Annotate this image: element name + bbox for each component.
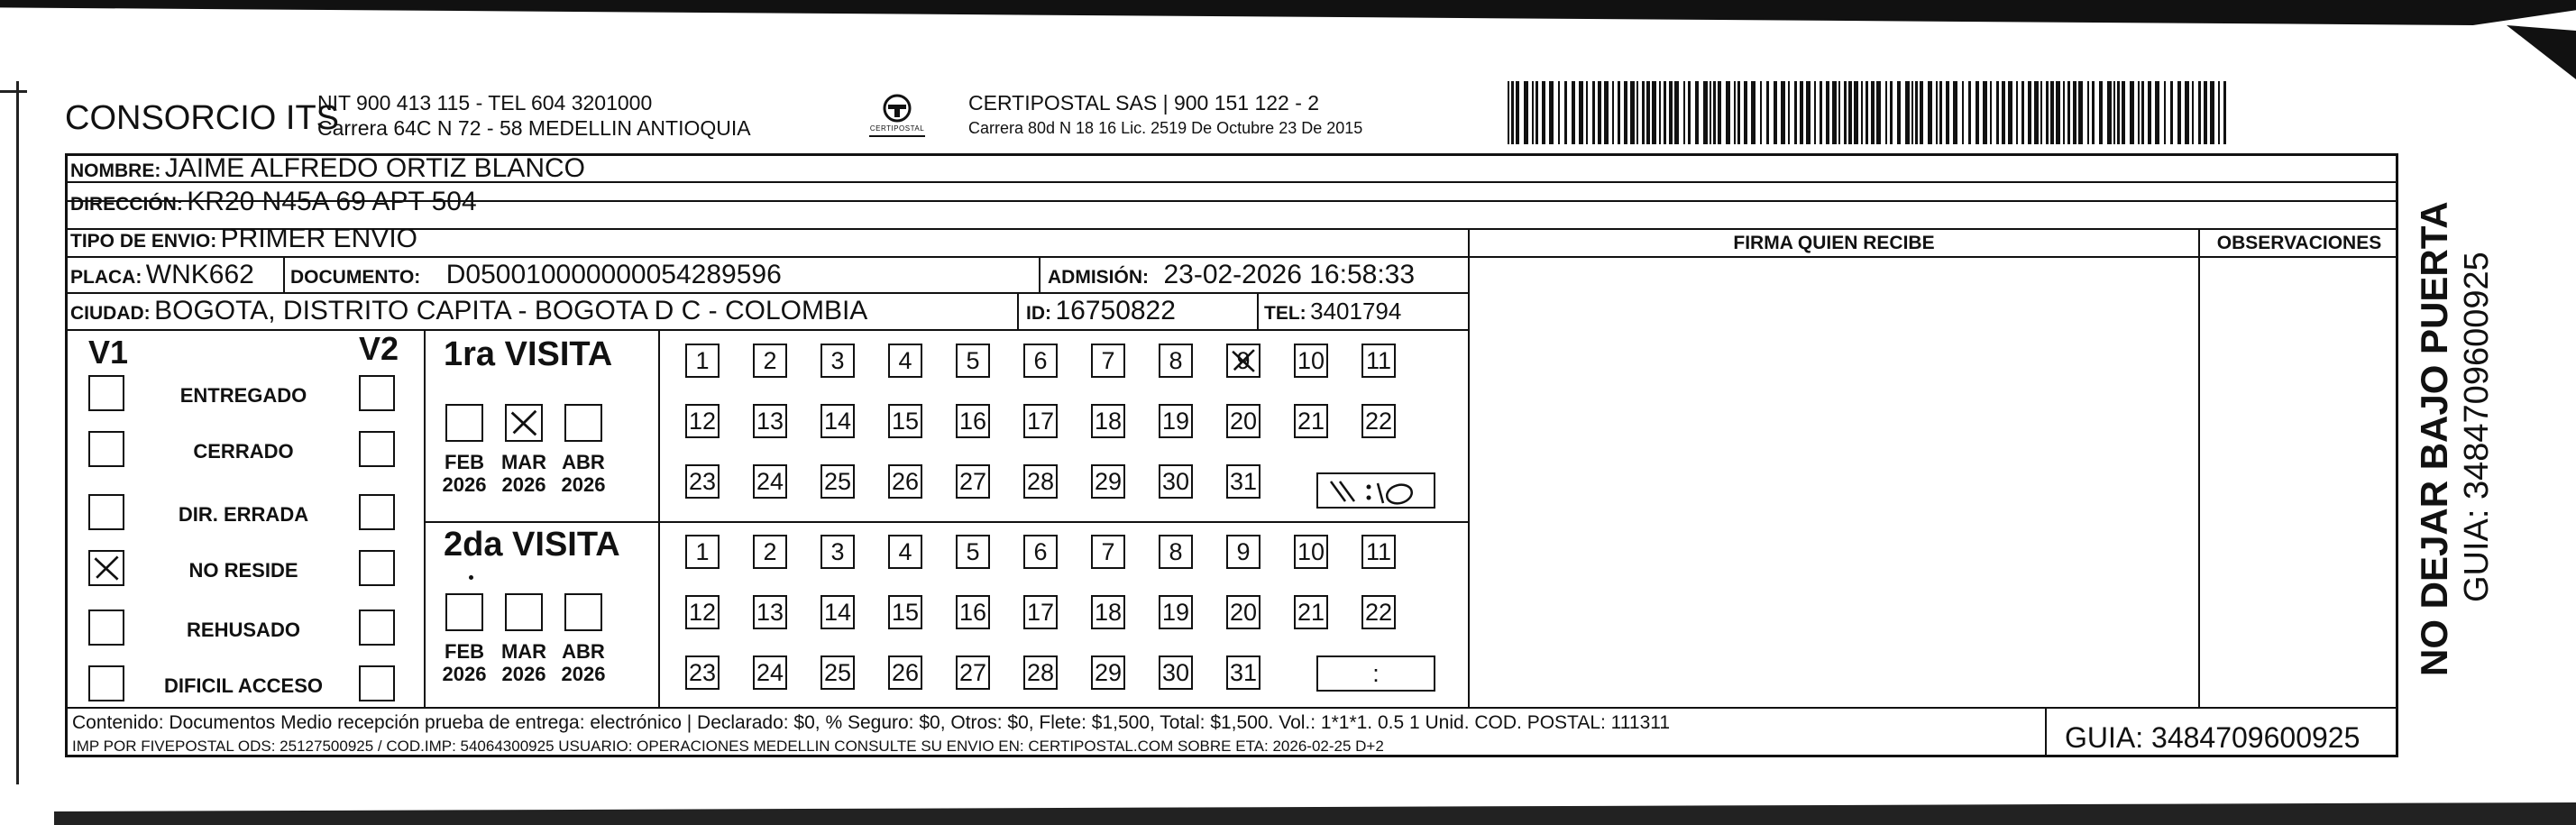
tel-label: TEL: bbox=[1264, 303, 1306, 324]
barcode-bar bbox=[1920, 81, 1923, 144]
day-box[interactable]: 22 bbox=[1361, 595, 1396, 629]
tipo-value: PRIMER ENVIO bbox=[220, 224, 418, 253]
barcode-bar bbox=[1911, 81, 1913, 144]
day-box[interactable]: 4 bbox=[888, 535, 922, 569]
barcode-bar bbox=[2223, 81, 2226, 144]
month-year: 2026 bbox=[442, 663, 487, 685]
barcode-bar bbox=[2056, 81, 2060, 144]
barcode-bar bbox=[1646, 81, 1650, 144]
barcode-bar bbox=[2034, 81, 2039, 144]
nombre-row bbox=[70, 153, 585, 184]
day-box[interactable]: 29 bbox=[1091, 464, 1125, 499]
day-box[interactable]: 17 bbox=[1023, 595, 1058, 629]
day-box[interactable]: 5 bbox=[956, 344, 990, 378]
barcode-bar bbox=[1524, 81, 1528, 144]
day-box[interactable]: 10 bbox=[1294, 344, 1328, 378]
barcode-bar bbox=[1844, 81, 1847, 144]
barcode-bar bbox=[2021, 81, 2024, 144]
barcode-bar bbox=[1511, 81, 1514, 144]
status-label: NO RESIDE bbox=[188, 559, 298, 582]
barcode-bar bbox=[1624, 81, 1627, 144]
day-box[interactable]: 19 bbox=[1159, 595, 1193, 629]
side-guia: GUIA: 3484709600925 bbox=[2458, 252, 2496, 602]
day-box[interactable]: 13 bbox=[753, 595, 787, 629]
col-divider bbox=[283, 256, 285, 292]
barcode-bar bbox=[1832, 81, 1837, 144]
barcode-bar bbox=[1598, 81, 1601, 144]
month-year: 2026 bbox=[501, 473, 546, 496]
barcode-bar bbox=[1710, 81, 1711, 144]
day-box[interactable]: 7 bbox=[1091, 344, 1125, 378]
documento-value: D050010000000054289596 bbox=[445, 260, 782, 289]
col-divider bbox=[658, 329, 660, 707]
tipo-label: TIPO DE ENVIO: bbox=[70, 231, 217, 252]
visit1-time-handwriting bbox=[1318, 474, 1434, 507]
month-checkbox-feb[interactable] bbox=[445, 404, 483, 442]
day-box[interactable]: 21 bbox=[1294, 595, 1328, 629]
certipostal-nit: CERTIPOSTAL SAS | 900 151 122 - 2 bbox=[968, 91, 1320, 115]
day-box[interactable]: 28 bbox=[1023, 655, 1058, 690]
barcode-bar bbox=[1897, 81, 1901, 144]
day-box[interactable]: 1 bbox=[685, 344, 720, 378]
ciudad-value: BOGOTA, DISTRITO CAPITA - BOGOTA D C - COLOMBIA bbox=[154, 296, 868, 325]
day-box[interactable]: 25 bbox=[820, 464, 855, 499]
day-box[interactable]: 9 bbox=[1226, 535, 1260, 569]
certipostal-logo bbox=[866, 90, 929, 146]
day-box[interactable]: 27 bbox=[956, 655, 990, 690]
month-name: ABR bbox=[562, 451, 605, 473]
barcode-bar bbox=[1664, 81, 1666, 144]
month-checkbox-abr[interactable] bbox=[564, 593, 602, 631]
month-year: 2026 bbox=[561, 663, 606, 685]
scan-edge-bottom bbox=[54, 802, 2576, 825]
v1-checkbox[interactable] bbox=[88, 431, 124, 467]
month-label bbox=[497, 640, 551, 685]
barcode-bar bbox=[1542, 81, 1545, 144]
scan-edge-top bbox=[0, 0, 2576, 25]
barcode-bar bbox=[1718, 81, 1721, 144]
month-year: 2026 bbox=[501, 663, 546, 685]
day-box[interactable]: 24 bbox=[753, 655, 787, 690]
admision-row bbox=[1048, 260, 1415, 290]
barcode-bar bbox=[1820, 81, 1822, 144]
status-label: CERRADO bbox=[193, 440, 294, 463]
barcode-bar bbox=[2008, 81, 2012, 144]
day-box[interactable]: 1 bbox=[685, 535, 720, 569]
footer-content: Contenido: Documentos Medio recepción prueba de entrega: electrónico | Declarado: $0, % Seguro: $0, Otros: $0, Flete: $1,500, Total: $1,500. Vol.: 1*1*1. 0.5 1 Unid. COD. POSTAL: 111311 bbox=[72, 712, 1671, 733]
v1-checkbox[interactable] bbox=[88, 610, 124, 646]
barcode-bar bbox=[1642, 81, 1645, 144]
day-box[interactable]: 30 bbox=[1159, 655, 1193, 690]
company-info bbox=[317, 90, 751, 141]
day-box[interactable]: 18 bbox=[1091, 595, 1125, 629]
day-box[interactable]: 14 bbox=[820, 595, 855, 629]
month-checkbox-feb[interactable] bbox=[445, 593, 483, 631]
barcode-bar bbox=[1826, 81, 1829, 144]
admision-value: 23-02-2026 16:58:33 bbox=[1163, 260, 1416, 289]
barcode-bar bbox=[1871, 81, 1875, 144]
day-box[interactable]: 20 bbox=[1226, 404, 1260, 438]
barcode-bar bbox=[1766, 81, 1769, 144]
barcode-bar bbox=[1618, 81, 1620, 144]
v1-header: V1 bbox=[88, 334, 129, 371]
id-row bbox=[1026, 296, 1176, 326]
day-box[interactable]: 3 bbox=[820, 344, 855, 378]
v1-checkbox[interactable] bbox=[88, 494, 124, 530]
month-label bbox=[556, 640, 610, 685]
barcode-bar bbox=[1508, 81, 1509, 144]
v2-checkbox[interactable] bbox=[359, 550, 395, 586]
footer-guia: GUIA: 3484709600925 bbox=[2065, 721, 2361, 754]
day-box[interactable]: 4 bbox=[888, 344, 922, 378]
day-box[interactable]: 10 bbox=[1294, 535, 1328, 569]
barcode-bar bbox=[1990, 81, 1992, 144]
no-dejar-bajo-puerta: NO DEJAR BAJO PUERTA bbox=[2413, 201, 2455, 676]
col-divider bbox=[2045, 707, 2047, 757]
barcode-bar bbox=[1861, 81, 1863, 144]
barcode-bar bbox=[1703, 81, 1708, 144]
barcode-bar bbox=[2046, 81, 2049, 144]
v2-checkbox[interactable] bbox=[359, 431, 395, 467]
barcode-bar bbox=[2218, 81, 2220, 144]
day-box[interactable]: 20 bbox=[1226, 595, 1260, 629]
barcode-bar bbox=[2170, 81, 2173, 144]
month-year: 2026 bbox=[561, 473, 606, 496]
placa-label: PLACA: bbox=[70, 267, 142, 288]
certipostal-info bbox=[968, 90, 1362, 141]
day-box[interactable]: 26 bbox=[888, 655, 922, 690]
ciudad-label: CIUDAD: bbox=[70, 303, 151, 324]
placa-row bbox=[70, 260, 254, 290]
ciudad-row bbox=[70, 296, 867, 326]
day-box[interactable]: 11 bbox=[1361, 344, 1396, 378]
month-checkbox-abr[interactable] bbox=[564, 404, 602, 442]
day-box[interactable]: 12 bbox=[685, 404, 720, 438]
day-box[interactable]: 8 bbox=[1159, 535, 1193, 569]
month-name: MAR bbox=[500, 640, 547, 663]
day-box[interactable]: 17 bbox=[1023, 404, 1058, 438]
barcode-bar bbox=[1996, 81, 1999, 144]
day-box[interactable]: 12 bbox=[685, 595, 720, 629]
direccion-row bbox=[70, 187, 477, 217]
barcode-bar bbox=[1630, 81, 1635, 144]
barcode-bar bbox=[1734, 81, 1736, 144]
barcode-bar bbox=[1737, 81, 1740, 144]
barcode-bar bbox=[1652, 81, 1656, 144]
day-box[interactable]: 22 bbox=[1361, 404, 1396, 438]
barcode-bar bbox=[1838, 81, 1840, 144]
barcode-bar bbox=[1814, 81, 1816, 144]
documento-row bbox=[290, 260, 782, 290]
barcode-bar bbox=[1659, 81, 1661, 144]
status-label: DIFICIL ACCESO bbox=[163, 674, 323, 697]
barcode-bar bbox=[1604, 81, 1609, 144]
barcode-bar bbox=[1781, 81, 1785, 144]
visit1-time-value bbox=[1318, 474, 1320, 475]
barcode-bar bbox=[1915, 81, 1918, 144]
signature-area[interactable] bbox=[1470, 258, 2198, 707]
col-divider bbox=[424, 329, 426, 707]
barcode-bar bbox=[1794, 81, 1797, 144]
barcode-bar bbox=[1876, 81, 1881, 144]
id-value: 16750822 bbox=[1055, 296, 1176, 325]
barcode-bar bbox=[2099, 81, 2103, 144]
footer-divider bbox=[65, 707, 2398, 709]
barcode-bar bbox=[1586, 81, 1588, 144]
month-year: 2026 bbox=[442, 473, 487, 496]
day-box[interactable]: 21 bbox=[1294, 404, 1328, 438]
barcode-bar bbox=[2063, 81, 2065, 144]
barcode-bar bbox=[1936, 81, 1938, 144]
barcode-bar bbox=[1983, 81, 1987, 144]
barcode-bar bbox=[2067, 81, 2070, 144]
barcode-bar bbox=[2002, 81, 2005, 144]
barcode-bar bbox=[2040, 81, 2042, 144]
barcode-bar bbox=[1579, 81, 1583, 144]
v2-checkbox[interactable] bbox=[359, 665, 395, 701]
observations-area[interactable] bbox=[2200, 258, 2398, 707]
ink-dot bbox=[469, 575, 473, 580]
month-checkbox-mar[interactable] bbox=[505, 404, 543, 442]
month-label bbox=[497, 451, 551, 496]
col-divider bbox=[1017, 292, 1019, 329]
v2-checkbox[interactable] bbox=[359, 494, 395, 530]
day-box[interactable]: 8 bbox=[1159, 344, 1193, 378]
barcode-bar bbox=[1549, 81, 1554, 144]
barcode-bar bbox=[1962, 81, 1964, 144]
direccion-label: DIRECCIÓN: bbox=[70, 194, 183, 215]
day-box[interactable]: 27 bbox=[956, 464, 990, 499]
day-box[interactable]: 24 bbox=[753, 464, 787, 499]
barcode-bar bbox=[1866, 81, 1868, 144]
day-box[interactable]: 25 bbox=[820, 655, 855, 690]
day-box[interactable]: 26 bbox=[888, 464, 922, 499]
barcode-bar bbox=[2138, 81, 2140, 144]
month-label bbox=[556, 451, 610, 496]
barcode-bar bbox=[1890, 81, 1893, 144]
month-label bbox=[437, 640, 491, 685]
day-box[interactable]: 15 bbox=[888, 595, 922, 629]
company-nit: NIT 900 413 115 - TEL 604 3201000 bbox=[317, 91, 653, 115]
v2-checkbox[interactable] bbox=[359, 375, 395, 411]
row-divider bbox=[65, 329, 1468, 331]
barcode-bar bbox=[2155, 81, 2159, 144]
day-box[interactable]: 6 bbox=[1023, 344, 1058, 378]
barcode-bar bbox=[2050, 81, 2054, 144]
day-box[interactable]: 15 bbox=[888, 404, 922, 438]
day-box[interactable]: 31 bbox=[1226, 655, 1260, 690]
visit-divider bbox=[424, 521, 1468, 523]
col-divider bbox=[1257, 292, 1259, 329]
barcode-bar bbox=[1558, 81, 1560, 144]
tel-row bbox=[1264, 298, 1401, 325]
barcode-bar bbox=[1674, 81, 1679, 144]
barcode-bar bbox=[2164, 81, 2166, 144]
day-box[interactable]: 6 bbox=[1023, 535, 1058, 569]
observaciones-header: OBSERVACIONES bbox=[2216, 233, 2382, 253]
barcode-bar bbox=[1669, 81, 1673, 144]
day-box[interactable]: 3 bbox=[820, 535, 855, 569]
barcode-bar bbox=[2122, 81, 2125, 144]
barcode-bar bbox=[1532, 81, 1534, 144]
nombre-label: NOMBRE: bbox=[70, 160, 161, 181]
barcode-bar bbox=[1572, 81, 1575, 144]
barcode-bar bbox=[1688, 81, 1691, 144]
day-box[interactable]: 23 bbox=[685, 655, 720, 690]
barcode-bar bbox=[1774, 81, 1777, 144]
day-box[interactable]: 28 bbox=[1023, 464, 1058, 499]
day-box[interactable]: 2 bbox=[753, 535, 787, 569]
barcode-bar bbox=[1905, 81, 1910, 144]
day-box[interactable]: 13 bbox=[753, 404, 787, 438]
barcode-bar bbox=[2177, 81, 2181, 144]
v2-header: V2 bbox=[359, 330, 399, 367]
barcode-bar bbox=[2073, 81, 2076, 144]
barcode-bar bbox=[1800, 81, 1803, 144]
barcode-bar bbox=[2204, 81, 2207, 144]
day-box[interactable]: 14 bbox=[820, 404, 855, 438]
v1-checkbox[interactable] bbox=[88, 375, 124, 411]
scan-edge-left-tick bbox=[0, 90, 27, 93]
barcode-bar bbox=[1695, 81, 1699, 144]
month-checkbox-mar[interactable] bbox=[505, 593, 543, 631]
visit1-title: 1ra VISITA bbox=[444, 335, 613, 373]
direccion-value: KR20 N45A 69 APT 504 bbox=[187, 187, 477, 216]
barcode-bar bbox=[2078, 81, 2083, 144]
barcode-bar bbox=[1760, 81, 1762, 144]
barcode-bar bbox=[1726, 81, 1730, 144]
v1-checkbox[interactable] bbox=[88, 550, 124, 586]
company-address: Carrera 64C N 72 - 58 MEDELLIN ANTIOQUIA bbox=[317, 116, 751, 140]
barcode-bar bbox=[2092, 81, 2095, 144]
barcode-bar bbox=[1946, 81, 1949, 144]
v1-checkbox[interactable] bbox=[88, 665, 124, 701]
visit2-time-box[interactable]: : bbox=[1316, 655, 1435, 692]
barcode-bar bbox=[2185, 81, 2189, 144]
barcode-bar bbox=[2117, 81, 2120, 144]
nombre-value: JAIME ALFREDO ORTIZ BLANCO bbox=[164, 153, 585, 183]
month-name: ABR bbox=[562, 640, 605, 663]
barcode-bar bbox=[1713, 81, 1716, 144]
barcode-bar bbox=[1751, 81, 1756, 144]
v2-checkbox[interactable] bbox=[359, 610, 395, 646]
day-box[interactable]: 7 bbox=[1091, 535, 1125, 569]
barcode-bar bbox=[2028, 81, 2031, 144]
day-box[interactable]: 5 bbox=[956, 535, 990, 569]
tipo-row bbox=[70, 224, 417, 254]
day-box[interactable]: 9 bbox=[1226, 344, 1260, 378]
scan-edge-corner bbox=[2507, 25, 2576, 79]
barcode-bar bbox=[1683, 81, 1685, 144]
barcode-bar bbox=[2192, 81, 2194, 144]
barcode-bar bbox=[1564, 81, 1567, 144]
barcode-bar bbox=[2130, 81, 2134, 144]
day-box[interactable]: 16 bbox=[956, 404, 990, 438]
month-name: FEB bbox=[445, 640, 484, 663]
barcode-bar bbox=[1536, 81, 1538, 144]
barcode-bar bbox=[1976, 81, 1979, 144]
barcode-bar bbox=[2087, 81, 2089, 144]
barcode-bar bbox=[1939, 81, 1942, 144]
barcode-bar bbox=[1854, 81, 1858, 144]
certipostal-address: Carrera 80d N 18 16 Lic. 2519 De Octubre 23 De 2015 bbox=[968, 119, 1363, 137]
visit1-time-box[interactable] bbox=[1316, 472, 1435, 509]
footer-print-info: IMP POR FIVEPOSTAL ODS: 25127500925 / COD.IMP: 54064300925 USUARIO: OPERACIONES MEDELLIN CONSULTE SU ENVIO EN: CERTIPOSTAL.COM SOBRE ETA: 2026-02-25 D+2 bbox=[72, 738, 1384, 755]
day-box[interactable]: 31 bbox=[1226, 464, 1260, 499]
documento-label: DOCUMENTO: bbox=[290, 267, 421, 288]
scan-edge-left bbox=[16, 81, 19, 784]
barcode-bar bbox=[2148, 81, 2151, 144]
barcode-bar bbox=[1885, 81, 1887, 144]
barcode-bar bbox=[1612, 81, 1614, 144]
barcode-bar bbox=[1592, 81, 1595, 144]
barcode-bar bbox=[1516, 81, 1519, 144]
placa-value: WNK662 bbox=[145, 260, 254, 289]
day-box[interactable]: 19 bbox=[1159, 404, 1193, 438]
month-name: MAR bbox=[500, 451, 547, 473]
barcode-bar bbox=[1744, 81, 1747, 144]
month-label bbox=[437, 451, 491, 496]
status-label: REHUSADO bbox=[187, 619, 300, 641]
barcode-bar bbox=[2016, 81, 2018, 144]
day-box[interactable]: 18 bbox=[1091, 404, 1125, 438]
barcode-bar bbox=[1928, 81, 1932, 144]
admision-label: ADMISIÓN: bbox=[1048, 267, 1149, 288]
barcode-bar bbox=[2107, 81, 2112, 144]
barcode-bar bbox=[2198, 81, 2201, 144]
day-box[interactable]: 30 bbox=[1159, 464, 1193, 499]
day-box[interactable]: 29 bbox=[1091, 655, 1125, 690]
barcode-bar bbox=[2113, 81, 2115, 144]
id-label: ID: bbox=[1026, 303, 1051, 324]
company-name: CONSORCIO ITS bbox=[65, 99, 340, 137]
day-box[interactable]: 2 bbox=[753, 344, 787, 378]
logo-text: CERTIPOSTAL bbox=[869, 124, 925, 133]
barcode-bar bbox=[1636, 81, 1638, 144]
firma-header: FIRMA QUIEN RECIBE bbox=[1733, 233, 1935, 253]
barcode-bar bbox=[2141, 81, 2144, 144]
month-name: FEB bbox=[445, 451, 484, 473]
tel-value: 3401794 bbox=[1310, 298, 1402, 325]
barcode-bar bbox=[1848, 81, 1852, 144]
col-divider bbox=[1039, 256, 1040, 292]
day-box[interactable]: 16 bbox=[956, 595, 990, 629]
barcode-bar bbox=[1788, 81, 1790, 144]
barcode-bar bbox=[1953, 81, 1957, 144]
barcode bbox=[1508, 81, 2229, 144]
barcode-bar bbox=[1806, 81, 1811, 144]
day-box[interactable]: 11 bbox=[1361, 535, 1396, 569]
barcode-bar bbox=[2210, 81, 2214, 144]
barcode-bar bbox=[1968, 81, 1971, 144]
visit2-title: 2da VISITA bbox=[444, 526, 620, 564]
day-box[interactable]: 23 bbox=[685, 464, 720, 499]
status-label: ENTREGADO bbox=[179, 384, 307, 407]
status-label: DIR. ERRADA bbox=[178, 503, 309, 526]
